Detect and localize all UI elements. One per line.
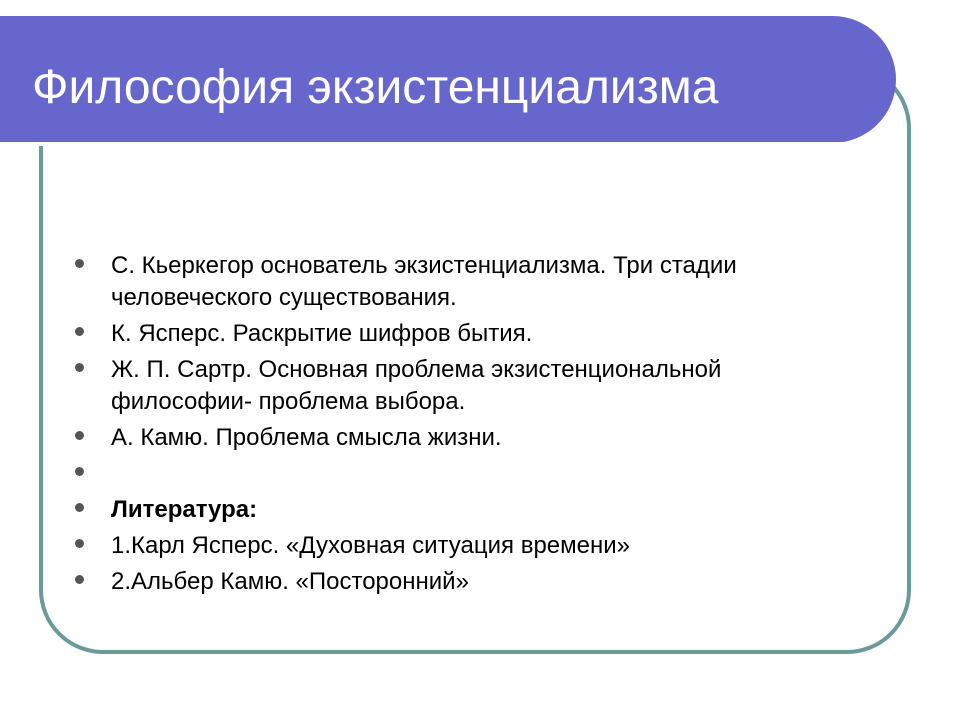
- bullet-item: [75, 422, 835, 454]
- bullet-text: 1.Карл Ясперс. «Духовная ситуация времени»: [111, 532, 630, 559]
- bullet-dot-icon: [75, 431, 84, 440]
- bullet-item-empty: [75, 458, 835, 490]
- bullet-text: К. Ясперс. Раскрытие шифров бытия.: [111, 320, 533, 347]
- bullet-dot-icon: [75, 327, 84, 336]
- bullet-item-literature-heading: [75, 494, 835, 526]
- literature-heading: Литература:: [111, 496, 258, 523]
- bullet-dot-icon: [75, 503, 84, 512]
- bullet-text: Ж. П. Сартр. Основная проблема экзистенциональной философии- проблема выбора.: [111, 356, 722, 415]
- bullet-dot-icon: [75, 467, 84, 476]
- bullet-dot-icon: [75, 363, 84, 372]
- slide-title: Философия экзистенциализма: [32, 61, 719, 114]
- bullet-dot-icon: [75, 259, 84, 268]
- title-underline: [0, 142, 848, 146]
- bullet-dot-icon: [75, 539, 84, 548]
- bullet-item: [75, 566, 835, 598]
- bullet-text: А. Камю. Проблема смысла жизни.: [111, 424, 502, 451]
- bullet-dot-icon: [75, 575, 84, 584]
- bullet-item: [75, 354, 835, 418]
- title-bar: [0, 16, 896, 143]
- bullet-list: [75, 250, 835, 602]
- bullet-text: С. Кьеркегор основатель экзистенциализма. Три стадии человеческого существования.: [111, 252, 737, 311]
- bullet-item: [75, 318, 835, 350]
- bullet-item: [75, 250, 835, 314]
- bullet-item: [75, 530, 835, 562]
- bullet-text: 2.Альбер Камю. «Посторонний»: [111, 568, 469, 595]
